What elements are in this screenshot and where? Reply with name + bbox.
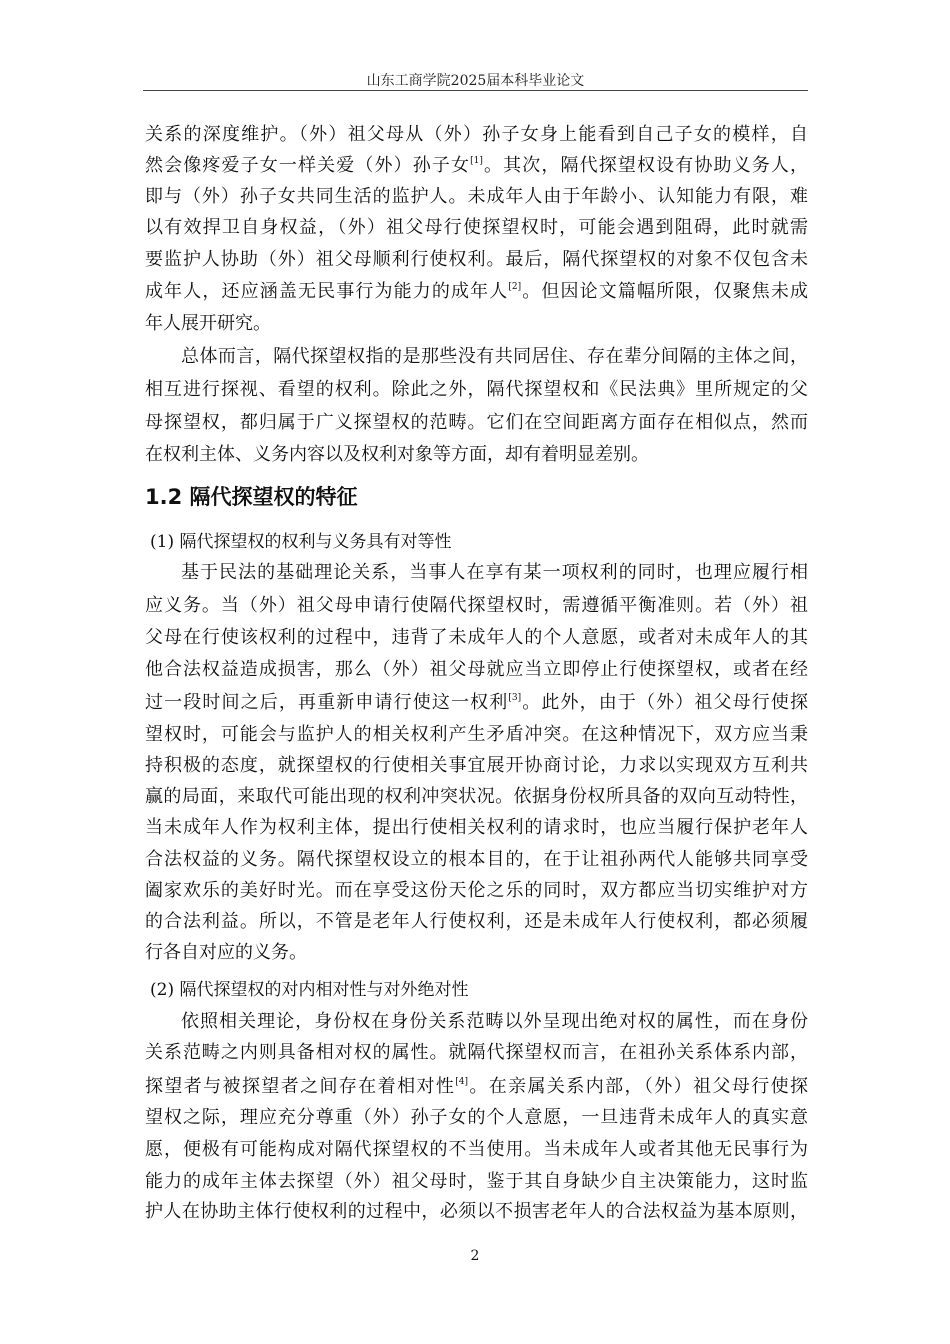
text-segment: (2) 隔代探望权的对内相对性与对外绝对性: [150, 980, 469, 1000]
text-line: [145, 911, 808, 933]
text-segment: (1) 隔代探望权的权利与义务具有对等性: [150, 532, 452, 552]
text-line: [145, 1171, 808, 1193]
text-segment: 望权之际，理应充分尊重（外）孙子女的个人意愿，一旦违背未成年人的真实意: [145, 1107, 808, 1128]
citation-superscript: [4]: [455, 1077, 468, 1087]
text-line: [145, 724, 808, 746]
text-line: [145, 659, 808, 681]
page-number: 2: [470, 1248, 480, 1264]
text-line: [145, 692, 808, 714]
text-segment: 依照相关理论，身份权在身份关系范畴以外呈现出绝对权的属性，而在身份: [181, 1011, 808, 1032]
text-segment: 。此外，由于（外）祖父母行使探: [521, 692, 808, 713]
text-line: [145, 627, 808, 649]
text-segment: 阖家欢乐的美好时光。而在享受这份天伦之乐的同时，双方都应当切实维护对方: [145, 880, 808, 901]
text-line: [145, 186, 808, 208]
text-line: [145, 849, 808, 871]
text-segment: 行各自对应的义务。: [145, 942, 307, 963]
text-line: [181, 346, 808, 368]
text-segment: 持积极的态度，就探望权的行使相关事宜展开协商讨论，力求以实现双方互利共: [145, 755, 808, 776]
text-segment: 探望者与被探望者之间存在着相对性: [145, 1076, 456, 1097]
text-segment: 过一段时间之后，再重新申请行使这一权利: [145, 692, 509, 713]
text-line: [145, 817, 808, 839]
text-segment: 护人在协助主体行使权利的过程中，必须以不损害老年人的合法权益为基本原则，: [145, 1201, 808, 1222]
text-segment: 愿，便极有可能构成对隔代探望权的不当使用。当未成年人或者其他无民事行为: [145, 1139, 808, 1160]
text-line: [145, 281, 808, 303]
text-segment: 在权利主体、义务内容以及权利对象等方面，却有着明显差别。: [145, 444, 649, 465]
text-segment: 然会像疼爱子女一样关爱（外）孙子女: [145, 155, 471, 176]
text-line: [181, 1011, 808, 1033]
text-line: [181, 562, 808, 584]
text-segment: 关系的深度维护。（外）祖父母从（外）孙子女身上能看到自己子女的模样，自: [145, 124, 808, 145]
text-segment: 。在亲属关系内部，（外）祖父母行使探: [467, 1076, 808, 1097]
text-segment: 以有效捍卫自身权益，（外）祖父母行使探望权时，可能会遇到阻碍，此时就需: [145, 217, 808, 238]
text-line: [145, 155, 808, 177]
text-line: [145, 1139, 808, 1161]
text-line: [145, 1076, 808, 1098]
text-line: [145, 313, 808, 335]
text-segment: 望权时，可能会与监护人的相关权利产生矛盾冲突。在这种情况下，双方应当秉: [145, 724, 808, 745]
text-segment: 合法权益的义务。隔代探望权设立的根本目的，在于让祖孙两代人能够共同享受: [145, 849, 808, 870]
text-segment: 即与（外）孙子女共同生活的监护人。未成年人由于年龄小、认知能力有限，难: [145, 186, 808, 207]
text-segment: 关系范畴之内则具备相对权的属性。就隔代探望权而言，在祖孙关系体系内部，: [145, 1042, 808, 1063]
text-segment: 要监护人协助（外）祖父母顺利行使权利。最后，隔代探望权的对象不仅包含未: [145, 249, 808, 270]
citation-superscript: [1]: [470, 156, 483, 166]
text-line: [145, 595, 808, 617]
text-segment: 相互进行探视、看望的权利。除此之外，隔代探望权和《民法典》里所规定的父: [145, 379, 808, 400]
text-segment: 赢的局面，来取代可能出现的权利冲突状况。依据身份权所具备的双向互动特性，: [145, 786, 808, 807]
text-segment: 的合法利益。所以，不管是老年人行使权利，还是未成年人行使权利，都必须履: [145, 911, 808, 932]
text-segment: 母探望权，都归属于广义探望权的范畴。它们在空间距离方面存在相似点，然而: [145, 412, 808, 433]
citation-superscript: [2]: [508, 282, 522, 292]
text-line: [145, 786, 808, 808]
text-segment: 他合法权益造成损害，那么（外）祖父母就应当立即停止行使探望权，或者在经: [145, 659, 808, 680]
text-line: [145, 124, 808, 146]
text-segment: 父母在行使该权利的过程中，违背了未成年人的个人意愿，或者对未成年人的其: [145, 627, 808, 648]
section-heading: [145, 484, 808, 510]
text-segment: 能力的成年主体去探望（外）祖父母时，鉴于其自身缺少自主决策能力，这时监: [145, 1171, 808, 1192]
text-segment: 当未成年人作为权利主体，提出行使相关权利的请求时，也应当履行保护老年人: [145, 817, 808, 838]
text-line: [145, 755, 808, 777]
text-line: [145, 880, 808, 902]
text-segment: 成年人，还应涵盖无民事行为能力的成年人: [145, 281, 509, 302]
text-line: [145, 1042, 808, 1064]
text-line: [145, 444, 808, 466]
text-line: [145, 249, 808, 271]
text-line: [145, 217, 808, 239]
text-line: [145, 1201, 808, 1223]
text-line: [145, 379, 808, 401]
citation-superscript: [3]: [508, 693, 522, 703]
text-segment: 。但因论文篇幅所限，仅聚焦未成: [521, 281, 808, 302]
text-segment: 1.2 隔代探望权的特征: [145, 485, 358, 509]
subsection-heading: [150, 979, 813, 1001]
text-segment: 。其次，隔代探望权设有协助义务人，: [482, 155, 808, 176]
running-header: 山东工商学院2025届本科毕业论文: [366, 73, 585, 89]
text-segment: 年人展开研究。: [145, 313, 271, 334]
subsection-heading: [150, 531, 813, 553]
text-line: [145, 412, 808, 434]
text-line: [145, 942, 808, 964]
text-segment: 应义务。当（外）祖父母申请行使隔代探望权时，需遵循平衡准则。若（外）祖: [145, 595, 808, 616]
text-segment: 基于民法的基础理论关系，当事人在享有某一项权利的同时，也理应履行相: [181, 562, 808, 583]
text-line: [145, 1107, 808, 1129]
text-segment: 总体而言，隔代探望权指的是那些没有共同居住、存在辈分间隔的主体之间，: [181, 346, 808, 367]
header-rule: [143, 90, 808, 91]
